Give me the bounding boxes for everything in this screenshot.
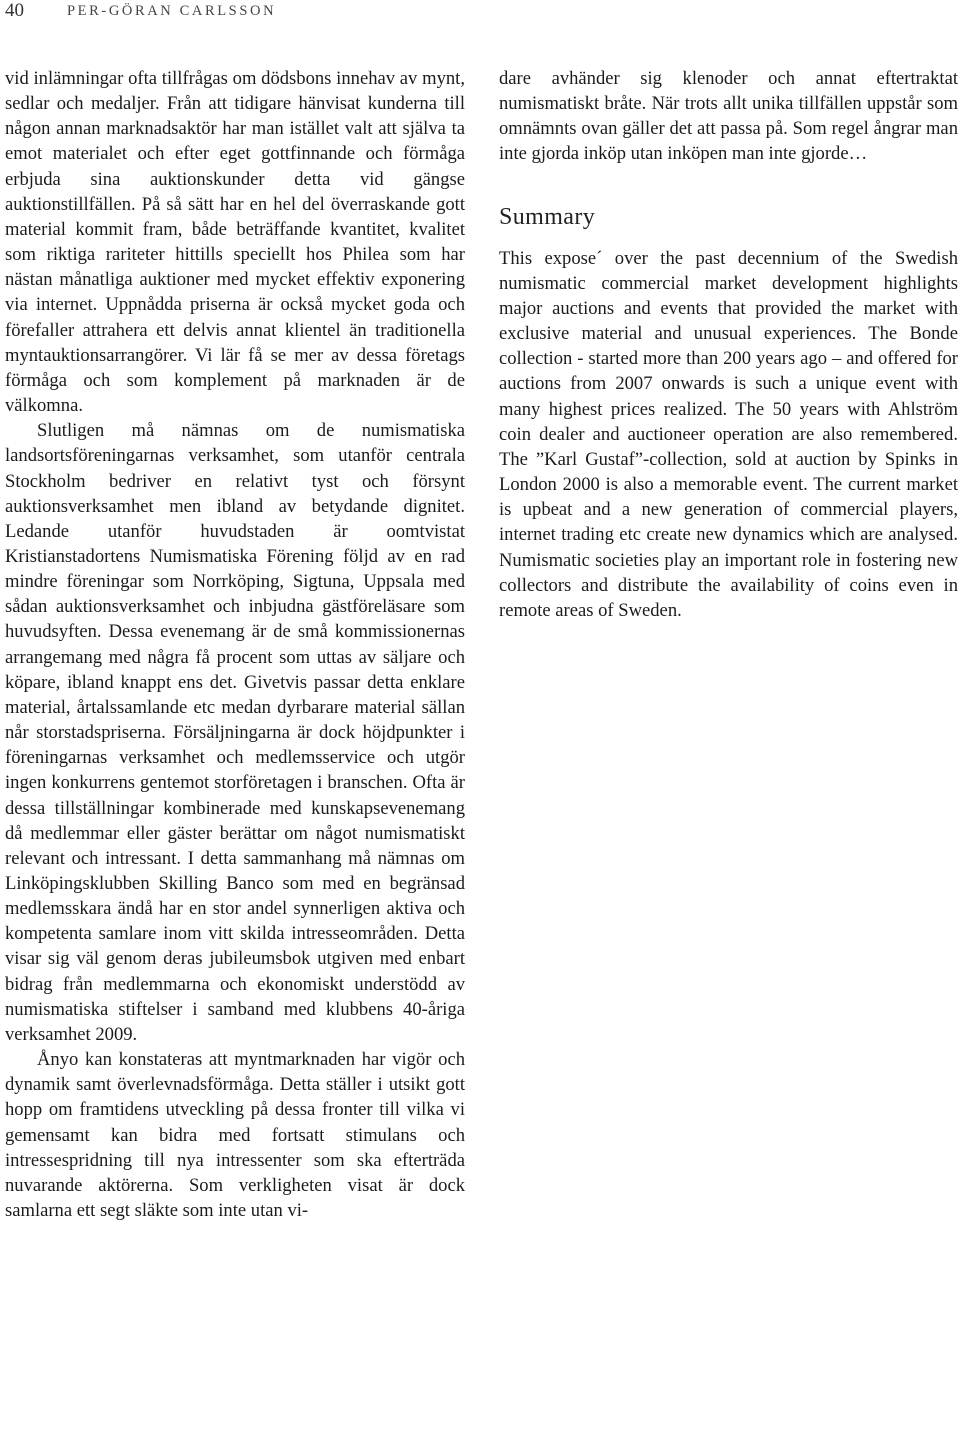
- body-paragraph-local-societies: Slutligen må nämnas om de numismatiska landsortsföreningarnas verksamhet, som utanför centrala Stockholm bedriver en relativt tyst och försynt auktionsverksamhet men ibland av betydande dignitet. Ledande utanför huvudstaden är oomtvistat Kristianstadortens Numismatiska Förening följd av en rad mindre föreningar som Norrköping, Sigtuna, Uppsala med sådan auktionsverksamhet och inbjudna gästföreläsare som huvudsyften. Dessa evenemang är de små kommissionernas arrangemang med några få procent som uttas av säljare och köpare, ibland knappt ens det. Givetvis passar detta enklare material, årtalssamlande etc medan dyrbarare material sällan når storstadspriserna. Försäljningarna är dock höjdpunkter i föreningarnas verksamhet och medlemsservice och utgör ingen konkurrens gentemot storföretagen i branschen. Ofta är dessa tillställningar kombinerade med kunskapsevenemang då medlemmar eller gäster berättar om något numismatiskt relevant och intressant. I detta sammanhang må nämnas om Linköpingsklubben Skilling Banco som med en begränsad medlemsskara ändå har en stor andel synnerligen aktiva och kompetenta samlare inom vitt skilda intresseområden. Detta visar sig väl genom deras jubileumsbok utgiven med enbart bidrag från medlemmarna och ekonomiskt understödd av numismatiska stiftelser i samband med klubbens 40-åriga verksamhet 2009.: [5, 420, 465, 1045]
- left-column: [5, 66, 465, 1223]
- body-paragraph-continued: vid inlämningar ofta tillfrågas om dödsbons innehav av mynt, sedlar och medaljer. Från att tidigare hänvisat kunderna till någon annan marknadsaktör har man istället valt att själva ta emot materialet och efter eget gottfinnande och förmåga erbjuda sina auktionskunder detta vid gängse auktionstillfällen. På så sätt har en hel del överraskande gott material kommit fram, både beträffande kvantitet, kvalitet som riktiga rariteter hittills speciellt hos Philea som har nästan månatliga auktioner med mycket effektiv exponering via internet. Uppnådda priserna är också mycket goda och förefaller attrahera ett delvis annat klientel än traditionella myntauktionsarrangörer. Vi lär få se mer av dessa företags förmåga och som komplement på marknaden är de välkomna.: [5, 68, 465, 417]
- page-number: 40: [5, 0, 24, 21]
- right-column: [499, 66, 958, 623]
- summary-heading: Summary: [499, 203, 596, 230]
- body-paragraph-conclusion: Ånyo kan konstateras att myntmarknaden har vigör och dynamik samt överlevnadsförmåga. Detta ställer i utsikt gott hopp om framtidens utveckling på dessa fronter till vilka vi gemensamt kan bidra med fortsatt stimulans och intressespridning till nya intressenter som ska efterträda nuvarande aktörerna. Som verkligheten visat är dock samlarna ett segt släkte som inte utan vi-: [5, 1049, 465, 1222]
- running-header: [0, 0, 960, 24]
- summary-paragraph: This expose´ over the past decennium of the Swedish numismatic commercial market development highlights major auctions and events that provided the market with exclusive material and unusual experiences. The Bonde collection - started more than 200 years ago – and offered for auctions from 2007 onwards is such a unique event with many highest prices realized. The 50 years with Ahlström coin dealer and auctioneer operation are also remembered. The ”Karl Gustaf”-collection, sold at auction by Spinks in London 2000 is also a memorable event. The current market is upbeat and a new generation of commercial players, internet trading etc create new dynamics which are analysed. Numismatic societies play an important role in fostering new collectors and distribute the availability of coins even in remote areas of Sweden.: [499, 247, 958, 621]
- running-head-author: PER-GÖRAN CARLSSON: [67, 3, 277, 19]
- body-paragraph-continuation: dare avhänder sig klenoder och annat eftertraktat numismatiskt bråte. När trots allt unika tillfällen uppstår som omnämnts ovan gäller det att passa på. Som regel ångrar man inte gjorda inköp utan inköpen man inte gjorde…: [499, 68, 958, 165]
